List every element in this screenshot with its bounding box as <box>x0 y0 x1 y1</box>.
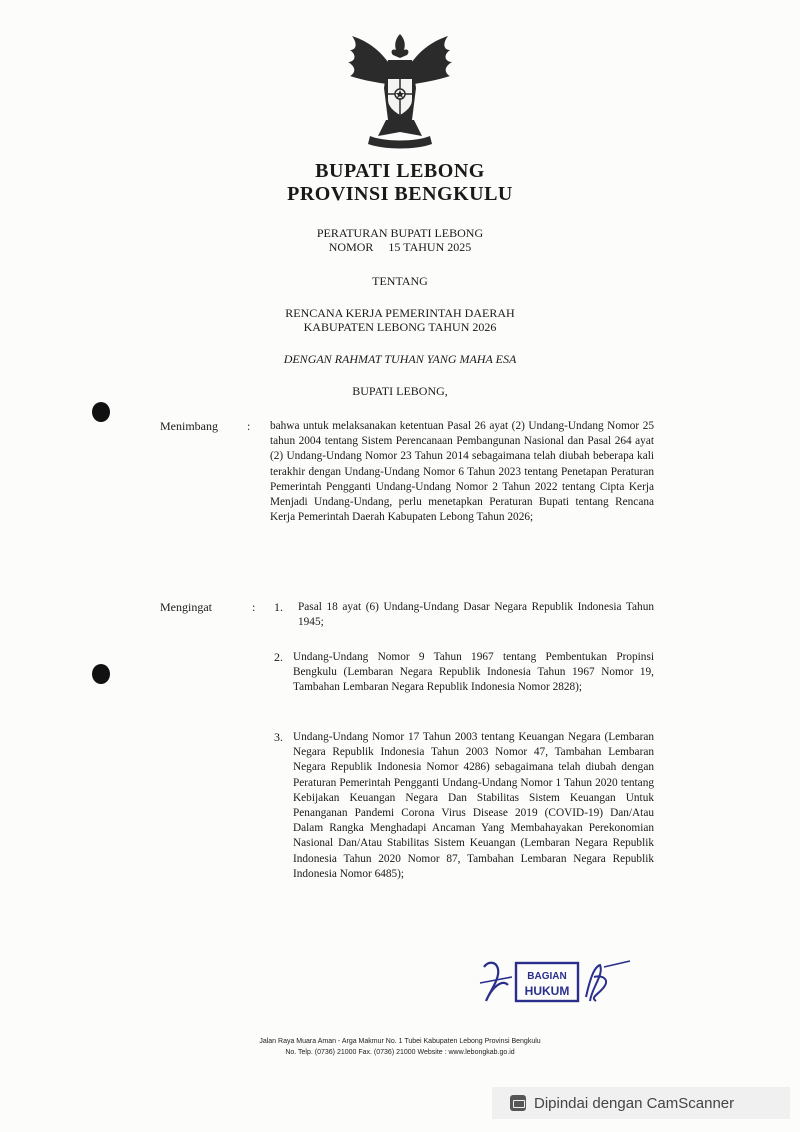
mengingat-item-number: 1. <box>274 600 283 614</box>
regulation-number: NOMOR 15 TAHUN 2025 <box>328 240 472 254</box>
document-subtitle: PROVINSI BENGKULU <box>287 183 513 205</box>
stamp-line1: BAGIAN <box>527 971 567 982</box>
document-title: BUPATI LEBONG <box>315 160 485 182</box>
camscanner-icon <box>510 1095 526 1111</box>
footer-contact: No. Telp. (0736) 21000 Fax. (0736) 21000 Website : www.lebongkab.go.id <box>285 1049 515 1056</box>
bagian-hukum-stamp <box>478 957 638 1009</box>
bupati-heading: BUPATI LEBONG, <box>352 384 448 398</box>
stamp-line2: HUKUM <box>524 984 570 998</box>
mengingat-item-text: Undang-Undang Nomor 17 Tahun 2003 tentang Keuangan Negara (Lembaran Negara Republik Indonesia Tahun 2003 Nomor 47, Tambahan Lembaran Negara Republik Indonesia Nomor 4286) sebagaimana telah diubah dengan Peraturan Pemerintah Pengganti Undang-Undang Nomor 1 Tahun 2020 tentang Kebijakan Keuangan Negara Dan Stabilitas Sistem Keuangan Untuk Penanganan Pandemi Corona Virus Disease 2019 (COVID-19) Dan/Atau Dalam Rangka Menghadapi Ancaman Yang Membahayakan Perekonomian Nasional Dan/Atau Stabilitas Sistem Keuangan (Lembaran Negara Republik Indonesia Tahun 2020 Nomor 87, Tambahan Lembaran Negara Republik Indonesia Nomor 6485); <box>293 731 654 880</box>
mengingat-item-number: 2. <box>274 650 283 664</box>
garuda-emblem-icon <box>340 28 460 150</box>
regulation-subject-line2: KABUPATEN LEBONG TAHUN 2026 <box>303 320 497 334</box>
footer-address: Jalan Raya Muara Aman - Arga Makmur No. 1 Tubei Kabupaten Lebong Provinsi Bengkulu <box>259 1038 541 1045</box>
punch-hole <box>92 664 110 684</box>
menimbang-colon: : <box>247 419 251 433</box>
mengingat-item-number: 3. <box>274 730 283 744</box>
mengingat-item-text: Undang-Undang Nomor 9 Tahun 1967 tentang Pembentukan Propinsi Bengkulu (Lembaran Negara Republik Indonesia Tahun 1967 Nomor 19, Tambahan Lembaran Negara Republik Indonesia Nomor 2828); <box>293 651 654 694</box>
tentang-heading: TENTANG <box>372 274 428 288</box>
menimbang-text: bahwa untuk melaksanakan ketentuan Pasal 26 ayat (2) Undang-Undang Nomor 25 tahun 2004 tentang Sistem Perencanaan Pembangunan Nasional dan Pasal 264 ayat (2) Undang-Undang Nomor 23 Tahun 2014 sebagaimana telah diubah beberapa kali terakhir dengan Undang-Undang Nomor 6 Tahun 2023 tentang Penetapan Peraturan Pemerintah Pengganti Undang-Undang Nomor 2 Tahun 2022 tentang Cipta Kerja Menjadi Undang-Undang, perlu menetapkan Peraturan Bupati tentang Rencana Kerja Pemerintah Daerah Kabupaten Lebong Tahun 2026; <box>270 420 654 524</box>
menimbang-label: Menimbang <box>160 419 218 433</box>
punch-hole <box>92 402 110 422</box>
camscanner-text: Dipindai dengan CamScanner <box>534 1094 735 1112</box>
mengingat-label: Mengingat <box>160 600 212 614</box>
regulation-type: PERATURAN BUPATI LEBONG <box>316 226 484 240</box>
mengingat-item-text: Pasal 18 ayat (6) Undang-Undang Dasar Negara Republik Indonesia Tahun 1945; <box>298 601 654 629</box>
rahmat-phrase: DENGAN RAHMAT TUHAN YANG MAHA ESA <box>283 352 517 366</box>
mengingat-colon: : <box>252 600 256 614</box>
regulation-subject-line1: RENCANA KERJA PEMERINTAH DAERAH <box>285 306 515 320</box>
camscanner-watermark <box>492 1087 790 1119</box>
